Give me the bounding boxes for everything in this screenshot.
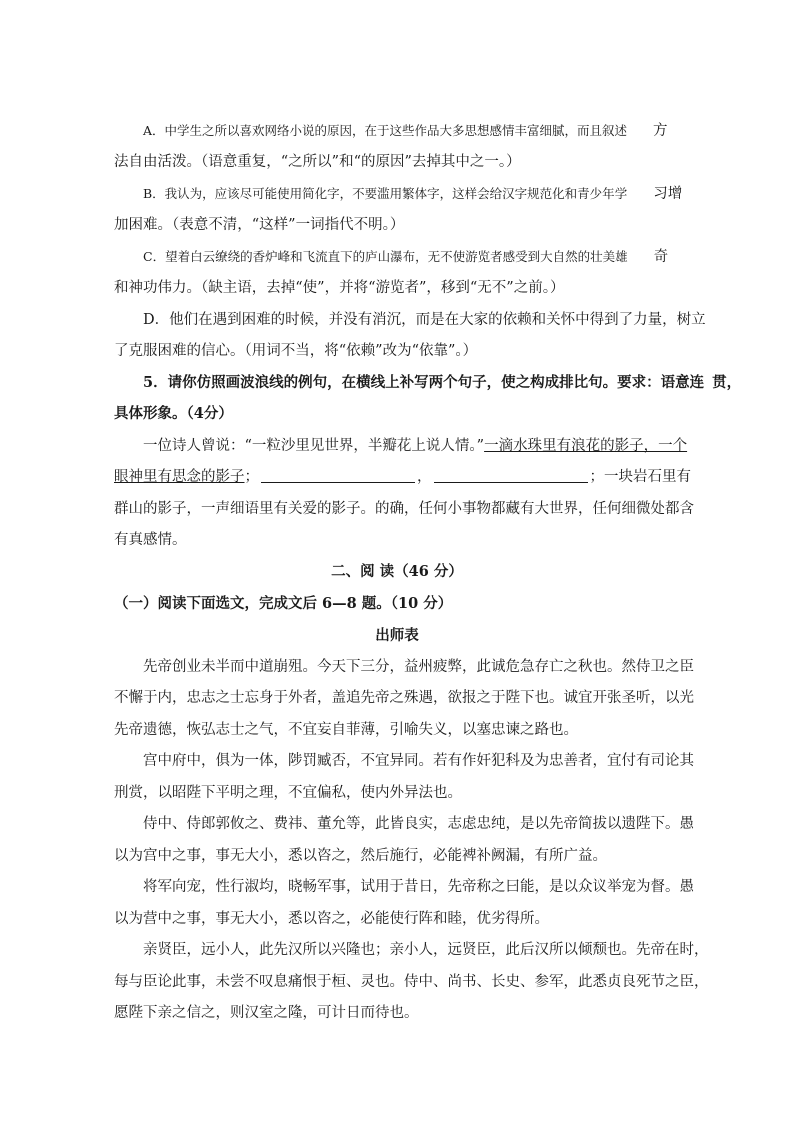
option-b-text: B．我认为，应该尽可能使用简化字，不要滥用繁体字，这样会给汉字规范化和青少年学	[143, 186, 628, 201]
q5-prompt-line2: 具体形象。（4分）	[114, 405, 233, 422]
part-one-instruction: （一）阅读下面选文，完成文后 6—8 题。（10 分）	[114, 595, 453, 612]
option-c-text: C．望着白云缭绕的香炉峰和飞流直下的庐山瀑布，无不使游览者感受到大自然的壮美雄	[143, 249, 628, 264]
q5-prompt-tail: 贯，	[712, 374, 742, 391]
option-a-line2: 法自由活泼。（语意重复，“之所以”和“的原因”去掉其中之一。）	[114, 154, 521, 170]
q5-sep2: ，	[417, 469, 432, 485]
option-a-text: A．中学生之所以喜欢网络小说的原因，在于这些作品大多思想感情丰富细腻，而且叙述	[143, 123, 628, 138]
passage-p4-line1: 将军向宠，性行淑均，晓畅军事，试用于昔日，先帝称之曰能，是以众议举宠为督。愚	[143, 879, 694, 895]
passage-p4-line2: 以为营中之事，事无大小，悉以咨之，必能使行阵和睦，优劣得所。	[114, 911, 549, 927]
q5-answer-blank-1[interactable]	[261, 468, 415, 483]
q5-example-part1: 一滴水珠里有浪花的影子，一个	[484, 438, 688, 454]
passage-p1-line2: 不懈于内，忠志之士忘身于外者，盖追先帝之殊遇，欲报之于陛下也。诚宜开张圣听，以光	[114, 690, 694, 706]
option-d-line2: 了克服困难的信心。（用词不当，将“依赖”改为“依靠”。）	[114, 343, 478, 359]
q5-text-cont: ；一块岩石里有	[589, 469, 691, 485]
q5-prompt-line1	[143, 373, 742, 393]
option-d-line1: D．他们在遇到困难的时候，并没有消沉，而是在大家的依赖和关怀中得到了力量，树立	[143, 312, 706, 328]
option-b-line1	[143, 184, 723, 204]
option-c-line2: 和神功伟力。（缺主语，去掉“使”，并将“游览者”，移到“无不”之前。）	[114, 280, 565, 296]
q5-text-line2	[114, 467, 694, 487]
q5-text-line3: 群山的影子，一声细语里有关爱的影子。的确，任何小事物都藏有大世界，任何细微处都含	[114, 501, 694, 517]
q5-text-line4: 有真感情。	[114, 532, 187, 548]
q5-text-line1	[143, 436, 723, 456]
option-c-line1	[143, 247, 723, 267]
passage-title: 出师表	[375, 627, 419, 644]
passage-p2-line1: 宫中府中，俱为一体，陟罚臧否，不宜异同。若有作奸犯科及为忠善者，宜付有司论其	[143, 753, 694, 769]
section-heading: 二、阅 读（46 分）	[331, 563, 463, 580]
option-a-line1	[143, 121, 723, 141]
passage-p2-line2: 刑赏，以昭陛下平明之理，不宜偏私，使内外异法也。	[114, 785, 462, 801]
passage-p3-line2: 以为宫中之事，事无大小，悉以咨之，然后施行，必能裨补阙漏，有所广益。	[114, 848, 607, 864]
passage-p5-line2: 每与臣论此事，未尝不叹息痛恨于桓、灵也。侍中、尚书、长史、参军，此悉贞良死节之臣，	[114, 974, 709, 990]
option-b-tail: 习增	[653, 186, 683, 202]
passage-p5-line3: 愿陛下亲之信之，则汉室之隆，可计日而待也。	[114, 1005, 419, 1021]
q5-sep1: ；	[244, 469, 259, 485]
passage-p5-line1: 亲贤臣，远小人，此先汉所以兴隆也；亲小人，远贤臣，此后汉所以倾颓也。先帝在时，	[143, 942, 709, 958]
q5-example-part2: 眼神里有思念的影子	[114, 469, 245, 485]
passage-p3-line1: 侍中、侍郎郭攸之、费祎、董允等，此皆良实，志虑忠纯，是以先帝简拔以遗陛下。愚	[143, 816, 694, 832]
option-b-line2: 加困难。（表意不清，“这样”一词指代不明。）	[114, 217, 405, 233]
q5-answer-blank-2[interactable]	[434, 468, 588, 483]
q5-quote: 一位诗人曾说：“一粒沙里见世界，半瓣花上说人情。”	[143, 438, 485, 454]
passage-p1-line3: 先帝遗德，恢弘志士之气，不宜妄自菲薄，引喻失义，以塞忠谏之路也。	[114, 722, 578, 738]
passage-p1-line1: 先帝创业未半而中道崩殂。今天下三分，益州疲弊，此诚危急存亡之秋也。然侍卫之臣	[143, 659, 694, 675]
option-a-tail: 方	[653, 123, 668, 139]
q5-prompt-text: 5．请你仿照画波浪线的例句，在横线上补写两个句子，使之构成排比句。要求：语意连	[143, 374, 705, 391]
option-c-tail: 奇	[653, 249, 669, 265]
